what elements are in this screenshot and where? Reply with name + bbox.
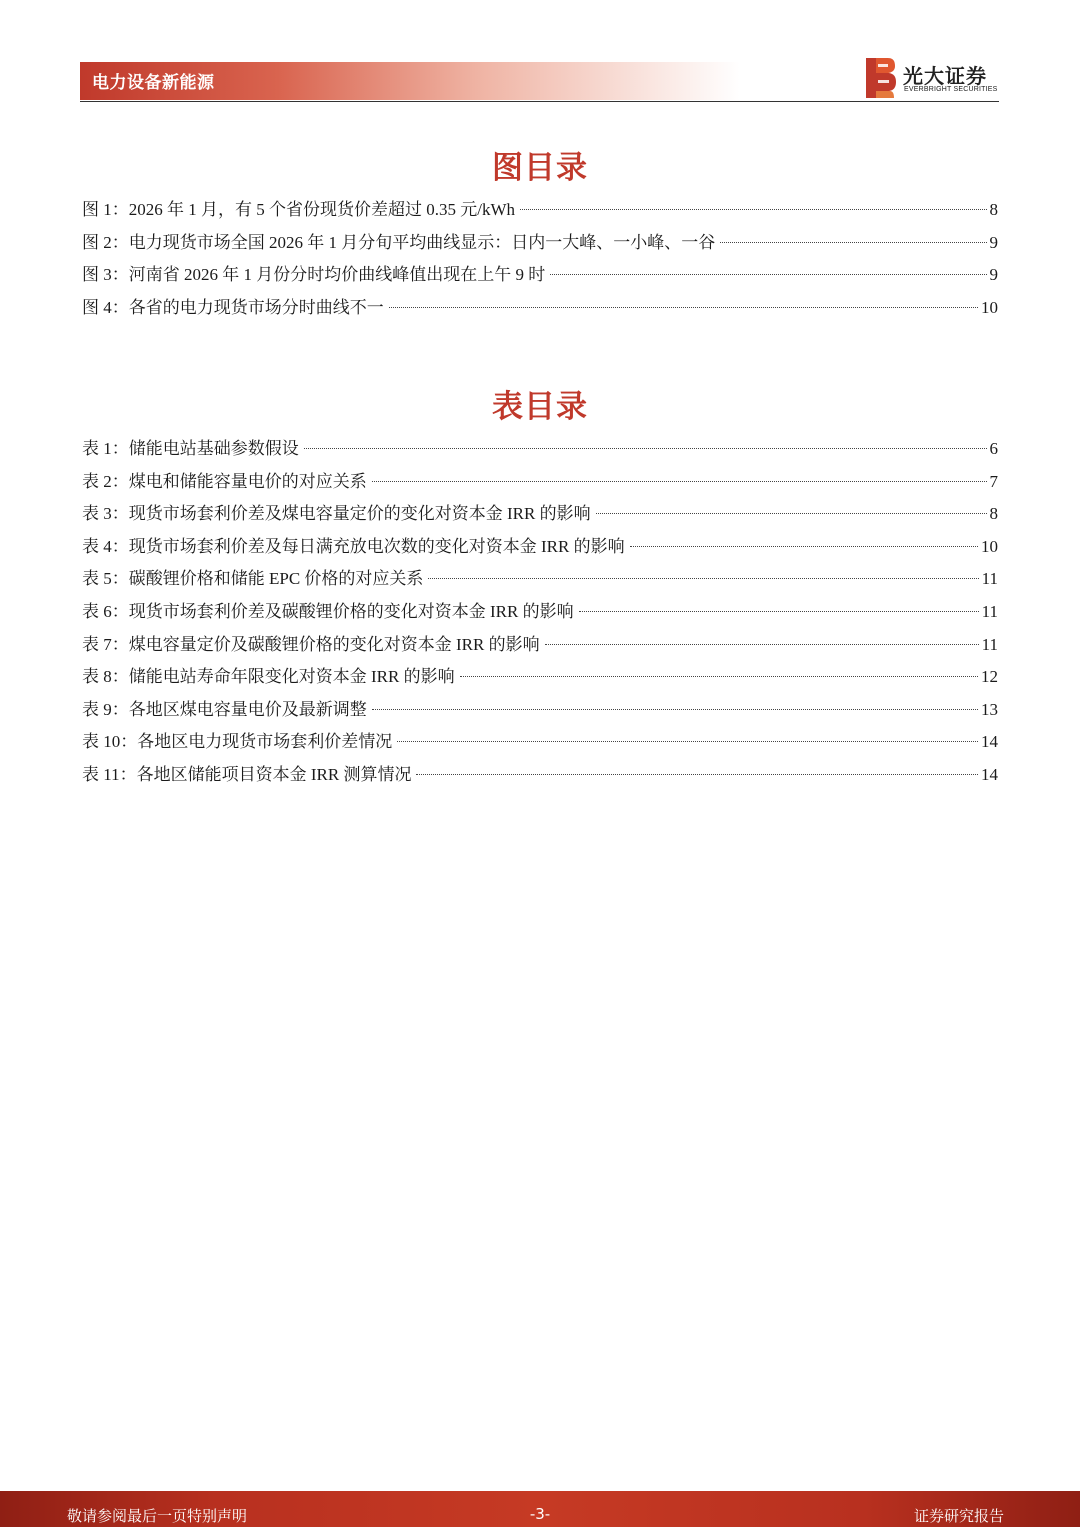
toc-entry-label: 表 9：各地区煤电容量电价及最新调整 — [82, 699, 367, 719]
section-label: 电力设备新能源 — [92, 73, 215, 93]
toc-entry[interactable] — [82, 596, 998, 629]
dot-leader — [579, 611, 979, 612]
dot-leader — [550, 274, 986, 275]
toc-entry[interactable] — [82, 694, 998, 727]
company-logo — [866, 58, 1000, 98]
footer-report-type: 证券研究报告 — [913, 1507, 1004, 1525]
toc-entry-label: 表 7：煤电容量定价及碳酸锂价格的变化对资本金 IRR 的影响 — [82, 634, 540, 654]
figures-toc-list — [82, 194, 998, 324]
toc-entry-page: 8 — [989, 200, 998, 219]
tables-toc-title: 表目录 — [492, 389, 588, 425]
toc-entry-label: 图 3：河南省 2026 年 1 月份分时均价曲线峰值出现在上午 9 时 — [82, 265, 546, 285]
toc-entry-page: 10 — [981, 536, 998, 556]
dot-leader — [372, 481, 987, 482]
logo-chinese-text: 光大证券 — [903, 64, 987, 88]
dot-leader — [630, 546, 978, 547]
toc-entry-label: 表 10：各地区电力现货市场套利价差情况 — [82, 732, 393, 752]
toc-entry-label: 表 11：各地区储能项目资本金 IRR 测算情况 — [82, 764, 412, 784]
toc-entry[interactable] — [82, 563, 998, 596]
dot-leader — [416, 774, 978, 775]
toc-entry-label: 图 4：各省的电力现货市场分时曲线不一 — [82, 297, 384, 317]
dot-leader — [428, 578, 978, 579]
toc-entry-label: 表 2：煤电和储能容量电价的对应关系 — [82, 471, 367, 491]
dot-leader — [460, 676, 978, 677]
toc-entry-page: 11 — [981, 569, 998, 589]
toc-entry-label: 表 6：现货市场套利价差及碳酸锂价格的变化对资本金 IRR 的影响 — [82, 601, 574, 621]
header-divider — [80, 101, 999, 102]
toc-entry-page: 8 — [989, 504, 998, 524]
toc-entry-page: 6 — [989, 439, 998, 458]
toc-entry-page: 13 — [981, 699, 998, 719]
toc-entry-page: 12 — [981, 667, 998, 687]
dot-leader — [545, 644, 979, 645]
toc-entry-label: 图 1：2026 年 1 月，有 5 个省份现货价差超过 0.35 元/kWh — [82, 200, 516, 219]
toc-entry[interactable] — [82, 759, 998, 792]
dot-leader — [397, 741, 978, 742]
toc-entry[interactable] — [82, 433, 998, 466]
toc-entry[interactable] — [82, 194, 998, 227]
toc-entry-page: 14 — [981, 732, 998, 752]
toc-entry-page: 10 — [981, 297, 998, 317]
toc-entry[interactable] — [82, 531, 998, 564]
toc-entry[interactable] — [82, 466, 998, 499]
toc-entry[interactable] — [82, 259, 998, 292]
toc-entry-page: 11 — [981, 634, 998, 654]
toc-entry-page: 9 — [989, 232, 998, 252]
everbright-logo-icon — [866, 58, 896, 98]
toc-entry[interactable] — [82, 629, 998, 662]
dot-leader — [596, 513, 987, 514]
toc-entry-page: 11 — [981, 601, 998, 621]
toc-entry-label: 表 3：现货市场套利价差及煤电容量定价的变化对资本金 IRR 的影响 — [82, 504, 591, 524]
toc-entry[interactable] — [82, 227, 998, 260]
dot-leader — [389, 307, 978, 308]
dot-leader — [304, 448, 987, 449]
page-number: -3- — [529, 1505, 551, 1523]
toc-entry-label: 表 8：储能电站寿命年限变化对资本金 IRR 的影响 — [82, 667, 455, 687]
toc-entry-label: 表 5：碳酸锂价格和储能 EPC 价格的对应关系 — [82, 569, 424, 589]
dot-leader — [520, 209, 986, 210]
toc-entry-page: 14 — [981, 764, 998, 784]
tables-toc-list — [82, 433, 998, 792]
toc-entry-label: 表 1：储能电站基础参数假设 — [82, 439, 299, 458]
dot-leader — [372, 709, 978, 710]
toc-entry[interactable] — [82, 661, 998, 694]
footer-disclaimer: 敬请参阅最后一页特别声明 — [67, 1507, 248, 1525]
toc-entry[interactable] — [82, 498, 998, 531]
toc-entry[interactable] — [82, 292, 998, 325]
toc-entry[interactable] — [82, 726, 998, 759]
toc-entry-label: 表 4：现货市场套利价差及每日满充放电次数的变化对资本金 IRR 的影响 — [82, 536, 625, 556]
toc-entry-page: 7 — [989, 471, 998, 491]
figures-toc-title: 图目录 — [492, 150, 588, 186]
toc-entry-label: 图 2：电力现货市场全国 2026 年 1 月分旬平均曲线显示：日内一大峰、一小峰、一谷 — [82, 232, 716, 252]
dot-leader — [720, 242, 986, 243]
toc-entry-page: 9 — [989, 265, 998, 285]
logo-english-text: EVERBRIGHT SECURITIES — [904, 86, 998, 93]
